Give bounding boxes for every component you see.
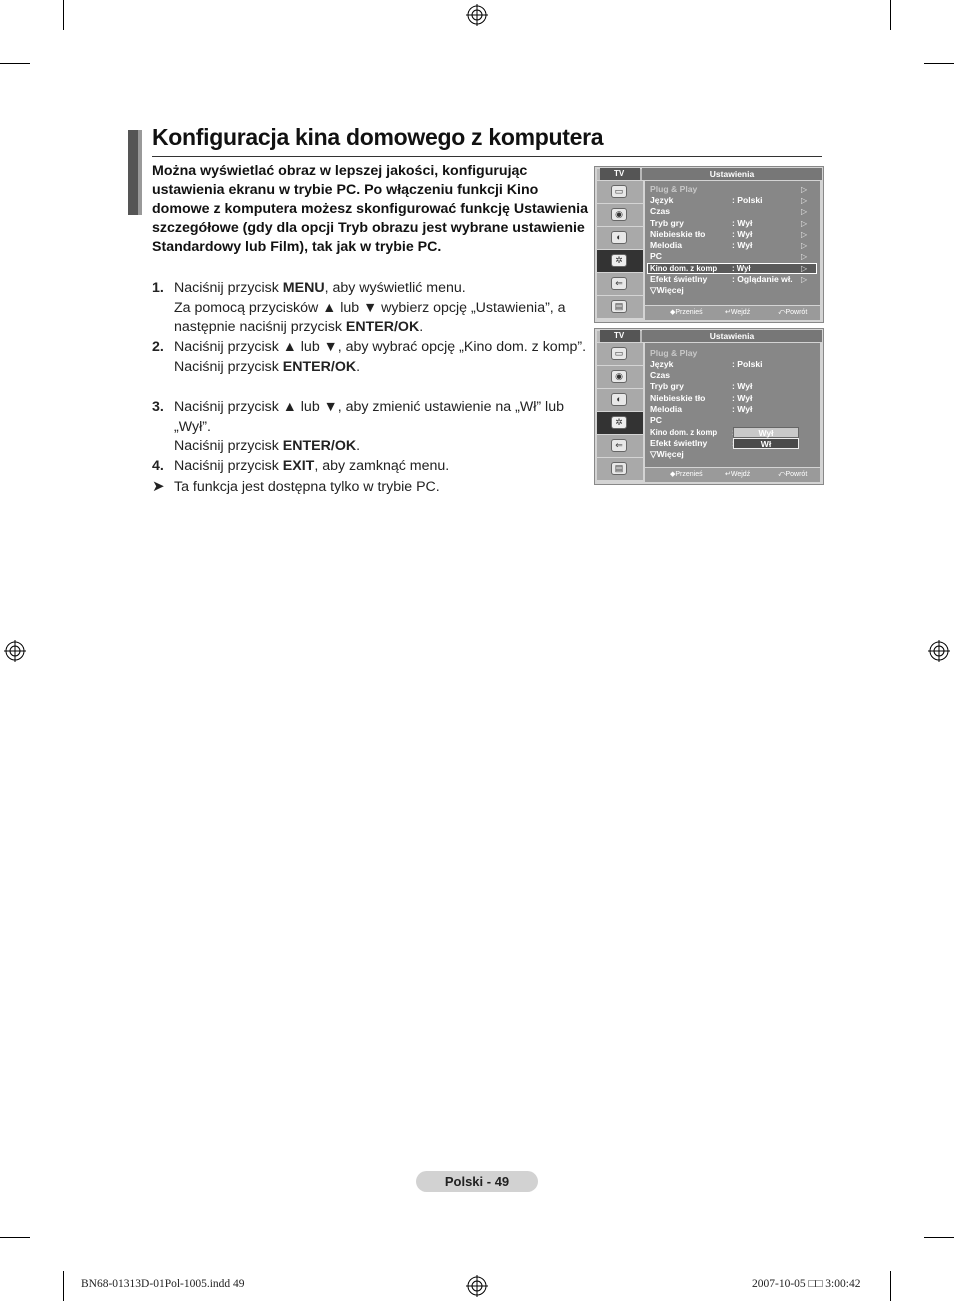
arrow-right-icon: ▷ — [801, 230, 808, 239]
registration-mark-icon — [466, 4, 488, 26]
application-icon[interactable]: ▤ — [597, 296, 643, 318]
arrow-right-icon: ▷ — [801, 241, 808, 250]
menu-row[interactable]: Efekt świetlny — [650, 438, 708, 448]
arrow-right-icon: ▷ — [801, 275, 808, 284]
menu-row[interactable]: Tryb gry : Wył — [650, 218, 753, 228]
menu-row[interactable]: Czas — [650, 370, 671, 380]
registration-mark-icon — [466, 1275, 488, 1297]
tv-label: TV — [600, 168, 640, 180]
setup-gear-icon[interactable]: ✲ — [597, 250, 643, 272]
input-icon[interactable]: ⇐ — [597, 273, 643, 295]
option-off[interactable]: Wył — [733, 427, 799, 438]
return-hint: ⤺ Powrót — [778, 471, 808, 478]
menu-panel — [645, 343, 820, 467]
menu-row[interactable]: Czas — [650, 206, 671, 216]
menu-help-bar — [645, 306, 820, 320]
tv-label: TV — [600, 330, 640, 342]
picture-icon[interactable]: ▭ — [597, 181, 643, 203]
crop-mark — [0, 63, 30, 64]
step-text: Naciśnij przycisk MENU, aby wyświetlić menu. Za pomocą przycisków ▲ lub ▼ wybierz opcję „Ustawienia”, a następnie naciśnij przycisk ENTER/OK. — [174, 280, 566, 335]
intro-paragraph: Można wyświetlać obraz w lepszej jakości, konfigurując ustawienia ekranu w trybie PC. Po włączeniu funkcji Kino domowe z komputera możesz skonfigurować funkcję Ustawienia szczegółowe (gdy dla opcji Tryb obrazu jest wybrane ustawienie Standardowy lub Film), tak jak w trybie PC. — [152, 163, 588, 255]
channel-icon[interactable]: ◐ — [597, 227, 643, 249]
note-arrow-icon: ➤ — [152, 478, 165, 495]
menu-row-selected[interactable]: Kino dom. z komp — [650, 428, 718, 437]
crop-mark — [924, 1237, 954, 1238]
crop-mark — [890, 0, 891, 30]
step-number: 3. — [152, 399, 164, 415]
step-number: 1. — [152, 280, 164, 296]
menu-row-more[interactable]: ▽Więcej — [650, 449, 684, 459]
menu-row[interactable]: Tryb gry : Wył — [650, 381, 753, 391]
footer-date: 2007-10-05 □□ 3:00:42 — [752, 1278, 861, 1290]
menu-row[interactable]: Melodia : Wył — [650, 404, 753, 414]
menu-sidebar — [597, 181, 643, 319]
menu-row[interactable]: Plug & Play — [650, 184, 698, 194]
arrow-right-icon: ▷ — [801, 219, 808, 228]
crop-mark — [924, 63, 954, 64]
menu-row-selected[interactable]: Kino dom. z komp : Wył — [650, 264, 751, 273]
picture-icon[interactable]: ▭ — [597, 343, 643, 365]
menu-help-bar — [645, 468, 820, 482]
menu-title: Ustawienia — [642, 168, 822, 180]
menu-row-more[interactable]: ▽Więcej — [650, 285, 684, 295]
step-number: 4. — [152, 458, 164, 474]
menu-panel — [645, 181, 820, 305]
registration-mark-icon — [4, 640, 26, 662]
menu-sidebar — [597, 343, 643, 481]
crop-mark — [63, 1271, 64, 1301]
arrow-right-icon: ▷ — [801, 264, 808, 273]
tv-menu-screen-1 — [594, 166, 824, 323]
step-text: Naciśnij przycisk ▲ lub ▼, aby zmienić ustawienie na „Wł” lub „Wył”. Naciśnij przycisk ENTER/OK. — [174, 399, 564, 454]
arrow-right-icon: ▷ — [801, 207, 808, 216]
menu-row[interactable]: Język : Polski — [650, 195, 763, 205]
title-accent-bar — [138, 130, 142, 215]
sound-icon[interactable]: ◉ — [597, 366, 643, 388]
menu-row[interactable]: Język : Polski — [650, 359, 763, 369]
option-on[interactable]: Wł — [733, 438, 799, 449]
channel-icon[interactable]: ◐ — [597, 389, 643, 411]
menu-row[interactable]: Plug & Play — [650, 348, 698, 358]
step-text: Naciśnij przycisk EXIT, aby zamknąć menu. — [174, 458, 450, 474]
return-hint: ⤺ Powrót — [778, 309, 808, 316]
setup-gear-icon[interactable]: ✲ — [597, 412, 643, 434]
menu-row[interactable]: PC — [650, 251, 662, 261]
step-text: Naciśnij przycisk ▲ lub ▼, aby wybrać opcję „Kino dom. z komp”. Naciśnij przycisk ENTER/OK. — [174, 339, 587, 375]
arrow-right-icon: ▷ — [801, 252, 808, 261]
sound-icon[interactable]: ◉ — [597, 204, 643, 226]
arrow-right-icon: ▷ — [801, 185, 808, 194]
tv-menu-screen-2 — [594, 328, 824, 485]
arrow-right-icon: ▷ — [801, 196, 808, 205]
application-icon[interactable]: ▤ — [597, 458, 643, 480]
page-number-label: Polski - 49 — [416, 1171, 538, 1192]
menu-row[interactable]: Melodia : Wył — [650, 240, 753, 250]
menu-row[interactable]: Niebieskie tło : Wył — [650, 393, 753, 403]
move-hint: ◆ Przenieś — [670, 471, 703, 478]
crop-mark — [890, 1271, 891, 1301]
footer-file: BN68-01313D-01Pol-1005.indd 49 — [81, 1278, 245, 1290]
step-number: 2. — [152, 339, 164, 355]
registration-mark-icon — [928, 640, 950, 662]
enter-hint: ↵ Wejdź — [725, 471, 751, 478]
title-rule — [152, 156, 822, 157]
move-hint: ◆ Przenieś — [670, 309, 703, 316]
note-text: Ta funkcja jest dostępna tylko w trybie PC. — [174, 479, 440, 495]
menu-row[interactable]: PC — [650, 415, 662, 425]
input-icon[interactable]: ⇐ — [597, 435, 643, 457]
menu-title: Ustawienia — [642, 330, 822, 342]
crop-mark — [63, 0, 64, 30]
enter-hint: ↵ Wejdź — [725, 309, 751, 316]
crop-mark — [0, 1237, 30, 1238]
menu-row[interactable]: Efekt świetlny : Oglądanie wł. — [650, 274, 793, 284]
menu-row[interactable]: Niebieskie tło : Wył — [650, 229, 753, 239]
note — [152, 478, 440, 496]
page-title: Konfiguracja kina domowego z komputera — [152, 124, 604, 150]
